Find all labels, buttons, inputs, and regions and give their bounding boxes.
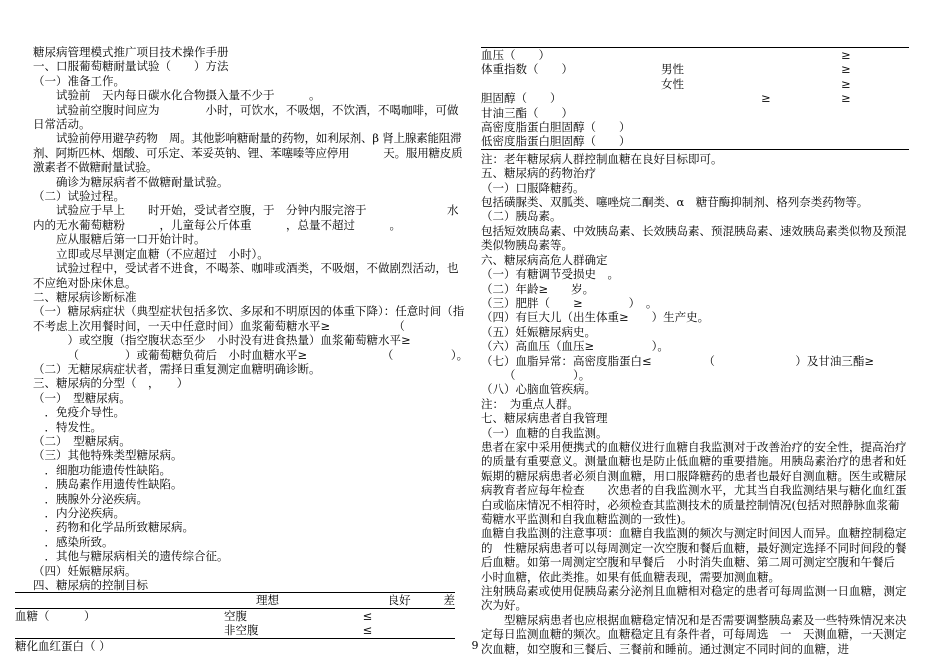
list-item: （ ）。 <box>504 367 591 382</box>
paragraph: （一）糖尿病症状（典型症状包括多饮、多尿和不明原因的体重下降）：任意时间（指不考虑上次用餐时间，一天中任意时间）血浆葡萄糖水平≥ （ <box>33 304 465 333</box>
list-item: ．细胞功能遗传性缺陷。 <box>44 462 171 477</box>
table-row <box>481 77 909 91</box>
cell-value <box>761 134 841 149</box>
cell-value: ≥ <box>841 62 851 77</box>
table-note: 注：老年糖尿病人群控制血糖在良好目标即可。 <box>481 151 723 166</box>
list-item: （四）妊娠糖尿病。 <box>33 563 137 578</box>
cell-value <box>761 62 841 76</box>
paragraph: 包括短效胰岛素、中效胰岛素、长效胰岛素、预混胰岛素、速效胰岛素类似物及预混类似物胰岛素等。 <box>481 223 907 253</box>
section-2-heading: 二、糖尿病诊断标准 <box>33 289 137 304</box>
column-header: 理想 <box>164 593 355 608</box>
paragraph: 确诊为糖尿病者不做糖耐量试验。 <box>56 174 229 189</box>
paragraph: 试验前停用避孕药物 周。其他影响糖耐量的药物，如利尿剂、β 肾上腺素能阻滞剂、阿斯匹林、烟酸、可乐定、苯妥英钠、锂、苯噻嗪等应停用 天。服用糖皮质激素者不做糖耐量试验。 <box>33 131 463 175</box>
table-header-row <box>15 593 455 608</box>
subheading: （二）试验过程。 <box>33 189 125 204</box>
list-item: （七）血脂异常：高密度脂蛋白≤ （ ）及甘油三酯≥ <box>481 353 875 368</box>
list-item: ．内分泌疾病。 <box>44 506 125 520</box>
table-row <box>15 623 455 638</box>
section-5-heading: 五、糖尿病的药物治疗 <box>481 166 596 181</box>
control-target-table-continued <box>481 47 909 150</box>
column-header: 良好 <box>355 593 444 608</box>
row-sublabel <box>661 48 761 63</box>
right-column <box>481 47 918 656</box>
table-row <box>481 106 909 120</box>
cell-value: ≤ <box>362 623 373 638</box>
paragraph: （ ）或葡萄糖负荷后 小时血糖水平≥ （ ）。 <box>67 347 469 362</box>
section-4-heading: 四、糖尿病的控制目标 <box>33 578 148 593</box>
subheading: （一）准备工作。 <box>33 73 125 88</box>
list-item: （一）有糖调节受损史 。 <box>481 267 619 282</box>
cell-value <box>761 77 841 91</box>
cell-value: ≤ <box>362 608 373 623</box>
row-label <box>481 77 661 91</box>
paragraph: 立即或尽早测定血糖（不应超过 小时）。 <box>56 246 269 261</box>
row-sublabel <box>661 106 761 120</box>
cell-value <box>841 106 909 120</box>
table-row <box>481 134 909 149</box>
list-item: ．特发性。 <box>44 419 102 434</box>
note: 注： 为重点人群。 <box>481 396 579 411</box>
row-sublabel <box>661 120 761 134</box>
cell-value: ≥ <box>761 91 771 106</box>
row-label: 体重指数（ ） <box>481 62 573 77</box>
row-label: 胆固醇（ ） <box>481 91 562 106</box>
paragraph: 包括磺脲类、双胍类、噻唑烷二酮类、α 糖苷酶抑制剂、格列奈类药物等。 <box>481 195 869 210</box>
list-item: （六）高血压（血压≥ ）。 <box>481 339 669 354</box>
paragraph: 试验前空腹时间应为 小时，可饮水，不吸烟，不饮酒，不喝咖啡，可做日常活动。 <box>33 102 459 132</box>
list-item: （三）肥胖（ ≥ ） 。 <box>481 295 658 310</box>
paragraph: 型糖尿病患者也应根据血糖稳定情况和是否需要调整胰岛素及一些特殊情况来决定每日监测血糖的频次。血糖稳定且有条件者，可每周选 一 天测血糖，一天测定 次血糖，如空腹和三餐后、三餐前和睡前。通过测定不同时间的血糖，进 <box>481 612 918 656</box>
cell-value <box>841 120 909 134</box>
row-sublabel <box>661 91 761 105</box>
paragraph: 试验应于早上 时开始，受试者空腹，于 分钟内服完溶于 水内的无水葡萄糖粉 ，儿童每公斤体重 ，总量不超过 。 <box>33 203 459 232</box>
section-6-heading: 六、糖尿病高危人群确定 <box>481 252 608 267</box>
list-item: ．胰岛素作用遗传性缺陷。 <box>44 477 183 492</box>
cell-value <box>444 608 456 623</box>
row-sublabel: 非空腹 <box>224 623 259 638</box>
cell-value: ≥ <box>841 48 909 63</box>
subheading: （一）血糖的自我监测。 <box>481 425 608 440</box>
list-item: （一） 型糖尿病。 <box>33 390 131 405</box>
cell-value <box>761 120 841 134</box>
row-label: 糖化血红蛋白（ ） <box>15 638 164 653</box>
table-row <box>15 608 455 623</box>
cell-value <box>444 623 456 638</box>
paragraph: 患者在家中采用便携式的血糖仪进行血糖自我监测对于改善治疗的安全性，提高治疗的质量有重要意义。测量血糖也是防止低血糖的重要措施。用胰岛素治疗的患者和妊娠期的糖尿病患者必须自测血糖，用口服降糖药的患者也最好自测血糖。医生或糖尿病教育者应每年检查 次患者的自我监测水平，尤其当自我监测结果与糖化血红蛋白或临床情况不相符时，必须检查其监测技术的质量控制情况(包括对照静脉血浆葡萄糖水平监测和自我血糖监测的一致性)。 <box>481 439 907 526</box>
left-column <box>15 45 469 653</box>
list-item: （三）其他特殊类型糖尿病。 <box>33 448 183 463</box>
subheading: （一）口服降糖药。 <box>481 180 585 195</box>
table-row <box>481 91 909 105</box>
row-label <box>15 623 164 638</box>
cell-value <box>761 106 841 120</box>
row-label: 高密度脂蛋白胆固醇（ ） <box>481 120 631 135</box>
paragraph: 注射胰岛素或使用促胰岛素分泌剂且血糖相对稳定的患者可每周监测一日血糖，测定 次为好。 <box>481 584 918 613</box>
page-number: 9 <box>471 639 479 652</box>
cell-value: ≥ <box>841 91 851 106</box>
list-item: ．胰腺外分泌疾病。 <box>44 491 148 506</box>
table-row <box>481 120 909 134</box>
row-sublabel: 男性 <box>661 62 684 77</box>
list-item: ．免疫介导性。 <box>44 405 125 420</box>
column-header: 差 <box>443 593 455 608</box>
section-3-heading: 三、糖尿病的分型（ ， ） <box>33 376 189 391</box>
list-item: （四）有巨大儿（出生体重≥ ）生产史。 <box>481 310 710 325</box>
section-1-heading: 一、口服葡萄糖耐量试验（ ）方法 <box>33 59 229 74</box>
list-item: （八）心脑血管疾病。 <box>481 382 596 397</box>
row-label: 甘油三酯（ ） <box>481 105 573 120</box>
doc-title: 糖尿病管理模式推广项目技术操作手册 <box>33 45 229 59</box>
paragraph: 应从服糖后第一口开始计时。 <box>56 232 206 247</box>
row-label: 血糖（ ） <box>15 608 96 623</box>
paragraph: 血糖自我监测的注意事项：血糖自我监测的频次与测定时间因人而异。血糖控制稳定的 性糖尿病患者可以每周测定一次空腹和餐后血糖，最好测定选择不同时间段的餐后血糖。如第一周测定空腹和早餐后 小时消失血糖、第二周可测定空腹和午餐后 小时血糖，依此类推。如果有低血糖表现，需要加测血糖。 <box>481 526 907 584</box>
list-item: （五）妊娠糖尿病史。 <box>481 324 596 339</box>
table-row <box>481 48 909 63</box>
list-item: ．感染所致。 <box>44 534 114 549</box>
paragraph: （二）无糖尿病症状者，需择日重复测定血糖明确诊断。 <box>33 361 321 376</box>
list-item: （二） 型糖尿病。 <box>33 433 131 448</box>
subheading: （二）胰岛素。 <box>481 209 562 224</box>
paragraph: 试验过程中，受试者不进食，不喝茶、咖啡或酒类，不吸烟，不做剧烈活动，也不应绝对卧床休息。 <box>33 261 459 290</box>
row-label: 血压（ ） <box>481 48 661 63</box>
row-label: 低密度脂蛋白胆固醇（ ） <box>481 134 661 149</box>
list-item: ．其他与糖尿病相关的遗传综合征。 <box>44 549 229 564</box>
section-7-heading: 七、糖尿病患者自我管理 <box>481 411 608 426</box>
row-sublabel: 女性 <box>661 76 684 91</box>
list-item: （二）年龄≥ 岁。 <box>481 281 595 296</box>
row-sublabel <box>661 134 761 149</box>
table-row <box>481 62 909 76</box>
paragraph: ）或空腹（指空腹状态至少 小时没有进食热量）血浆葡萄糖水平≥ <box>67 333 411 348</box>
cell-value <box>841 134 909 149</box>
cell-value <box>761 48 841 63</box>
paragraph: 试验前 天内每日碳水化合物摄入量不少于 。 <box>56 88 321 103</box>
cell-value: ≥ <box>841 76 851 91</box>
list-item: ．药物和化学品所致糖尿病。 <box>44 520 194 535</box>
row-sublabel: 空腹 <box>224 608 248 623</box>
